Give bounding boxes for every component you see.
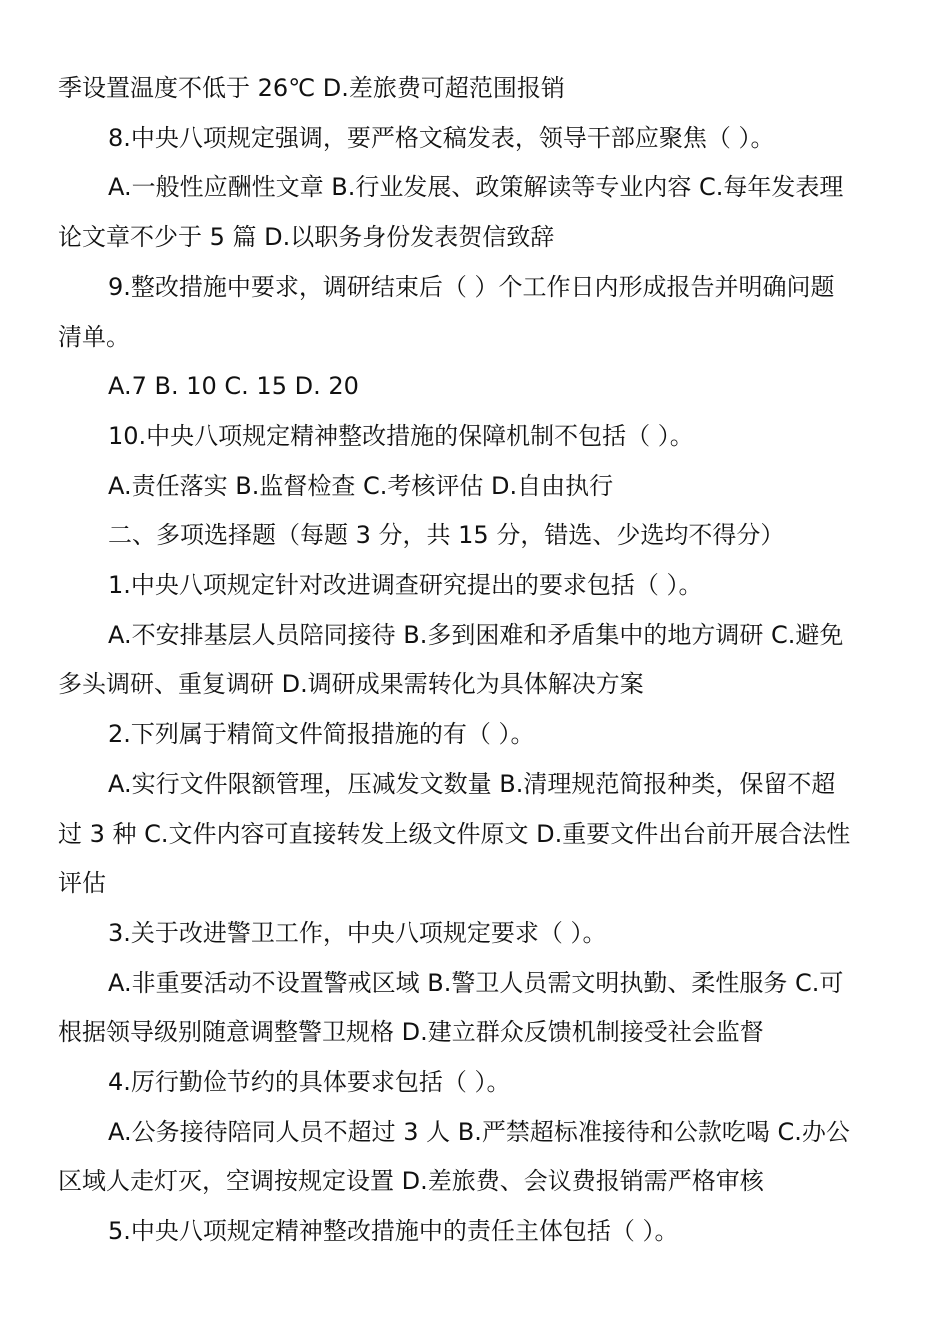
- question-8: [58, 114, 880, 164]
- mc-question-5: [58, 1207, 880, 1257]
- text-line: 9.整改措施中要求，调研结束后（ ）个工作日内形成报告并明确问题: [108, 272, 835, 301]
- document-page: [58, 64, 880, 1257]
- mc-question-3: [58, 909, 880, 959]
- mc-options-3: [58, 959, 880, 1058]
- mc-question-1: [58, 561, 880, 611]
- mc-options-1: [58, 611, 880, 710]
- text-line: A.责任落实 B.监督检查 C.考核评估 D.自由执行: [108, 471, 614, 500]
- mc-options-2: [58, 760, 880, 909]
- text-line: 8.中央八项规定强调，要严格文稿发表，领导干部应聚焦（ ）。: [108, 123, 775, 152]
- text-line: 过 3 种 C.文件内容可直接转发上级文件原文 D.重要文件出台前开展合法性: [58, 819, 851, 848]
- question-9: [58, 263, 880, 362]
- text-line: 5.中央八项规定精神整改措施中的责任主体包括（ ）。: [108, 1217, 679, 1246]
- text-line: 3.关于改进警卫工作，中央八项规定要求（ ）。: [108, 918, 607, 947]
- text-line: 二、多项选择题（每题 3 分，共 15 分，错选、少选均不得分）: [108, 521, 785, 550]
- options-q8: [58, 163, 880, 262]
- text-line: 多头调研、重复调研 D.调研成果需转化为具体解决方案: [58, 670, 644, 699]
- text-line: A.不安排基层人员陪同接待 B.多到困难和矛盾集中的地方调研 C.避免: [108, 620, 844, 649]
- text-line: 2.下列属于精简文件简报措施的有（ ）。: [108, 720, 535, 749]
- text-line: A.公务接待陪同人员不超过 3 人 B.严禁超标准接待和公款吃喝 C.办公: [108, 1117, 850, 1146]
- text-line: 10.中央八项规定精神整改措施的保障机制不包括（ ）。: [108, 421, 694, 450]
- text-line: A.非重要活动不设置警戒区域 B.警卫人员需文明执勤、柔性服务 C.可: [108, 968, 844, 997]
- mc-question-2: [58, 710, 880, 760]
- text-line: 4.厉行勤俭节约的具体要求包括（ ）。: [108, 1068, 511, 1097]
- text-line: 1.中央八项规定针对改进调查研究提出的要求包括（ ）。: [108, 571, 703, 600]
- text-line: 季设置温度不低于 26℃ D.差旅费可超范围报销: [58, 74, 565, 102]
- text-line: 区域人走灯灭，空调按规定设置 D.差旅费、会议费报销需严格审核: [58, 1167, 764, 1196]
- text-line: A.实行文件限额管理，压减发文数量 B.清理规范简报种类，保留不超: [108, 769, 836, 798]
- text-line: 清单。: [58, 322, 130, 351]
- options-q9: [58, 362, 880, 412]
- mc-question-4: [58, 1058, 880, 1108]
- text-line: A.一般性应酬性文章 B.行业发展、政策解读等专业内容 C.每年发表理: [108, 173, 844, 202]
- section-heading-multiple-choice: [58, 511, 880, 561]
- options-q10: [58, 462, 880, 512]
- text-line: 论文章不少于 5 篇 D.以职务身份发表贺信致辞: [58, 223, 555, 252]
- text-line: 评估: [58, 869, 106, 898]
- question-10: [58, 412, 880, 462]
- mc-options-4: [58, 1108, 880, 1207]
- text-line: 根据领导级别随意调整警卫规格 D.建立群众反馈机制接受社会监督: [58, 1018, 764, 1047]
- option-line-q7-continued: [58, 64, 880, 114]
- text-line: A.7 B. 10 C. 15 D. 20: [108, 372, 359, 401]
